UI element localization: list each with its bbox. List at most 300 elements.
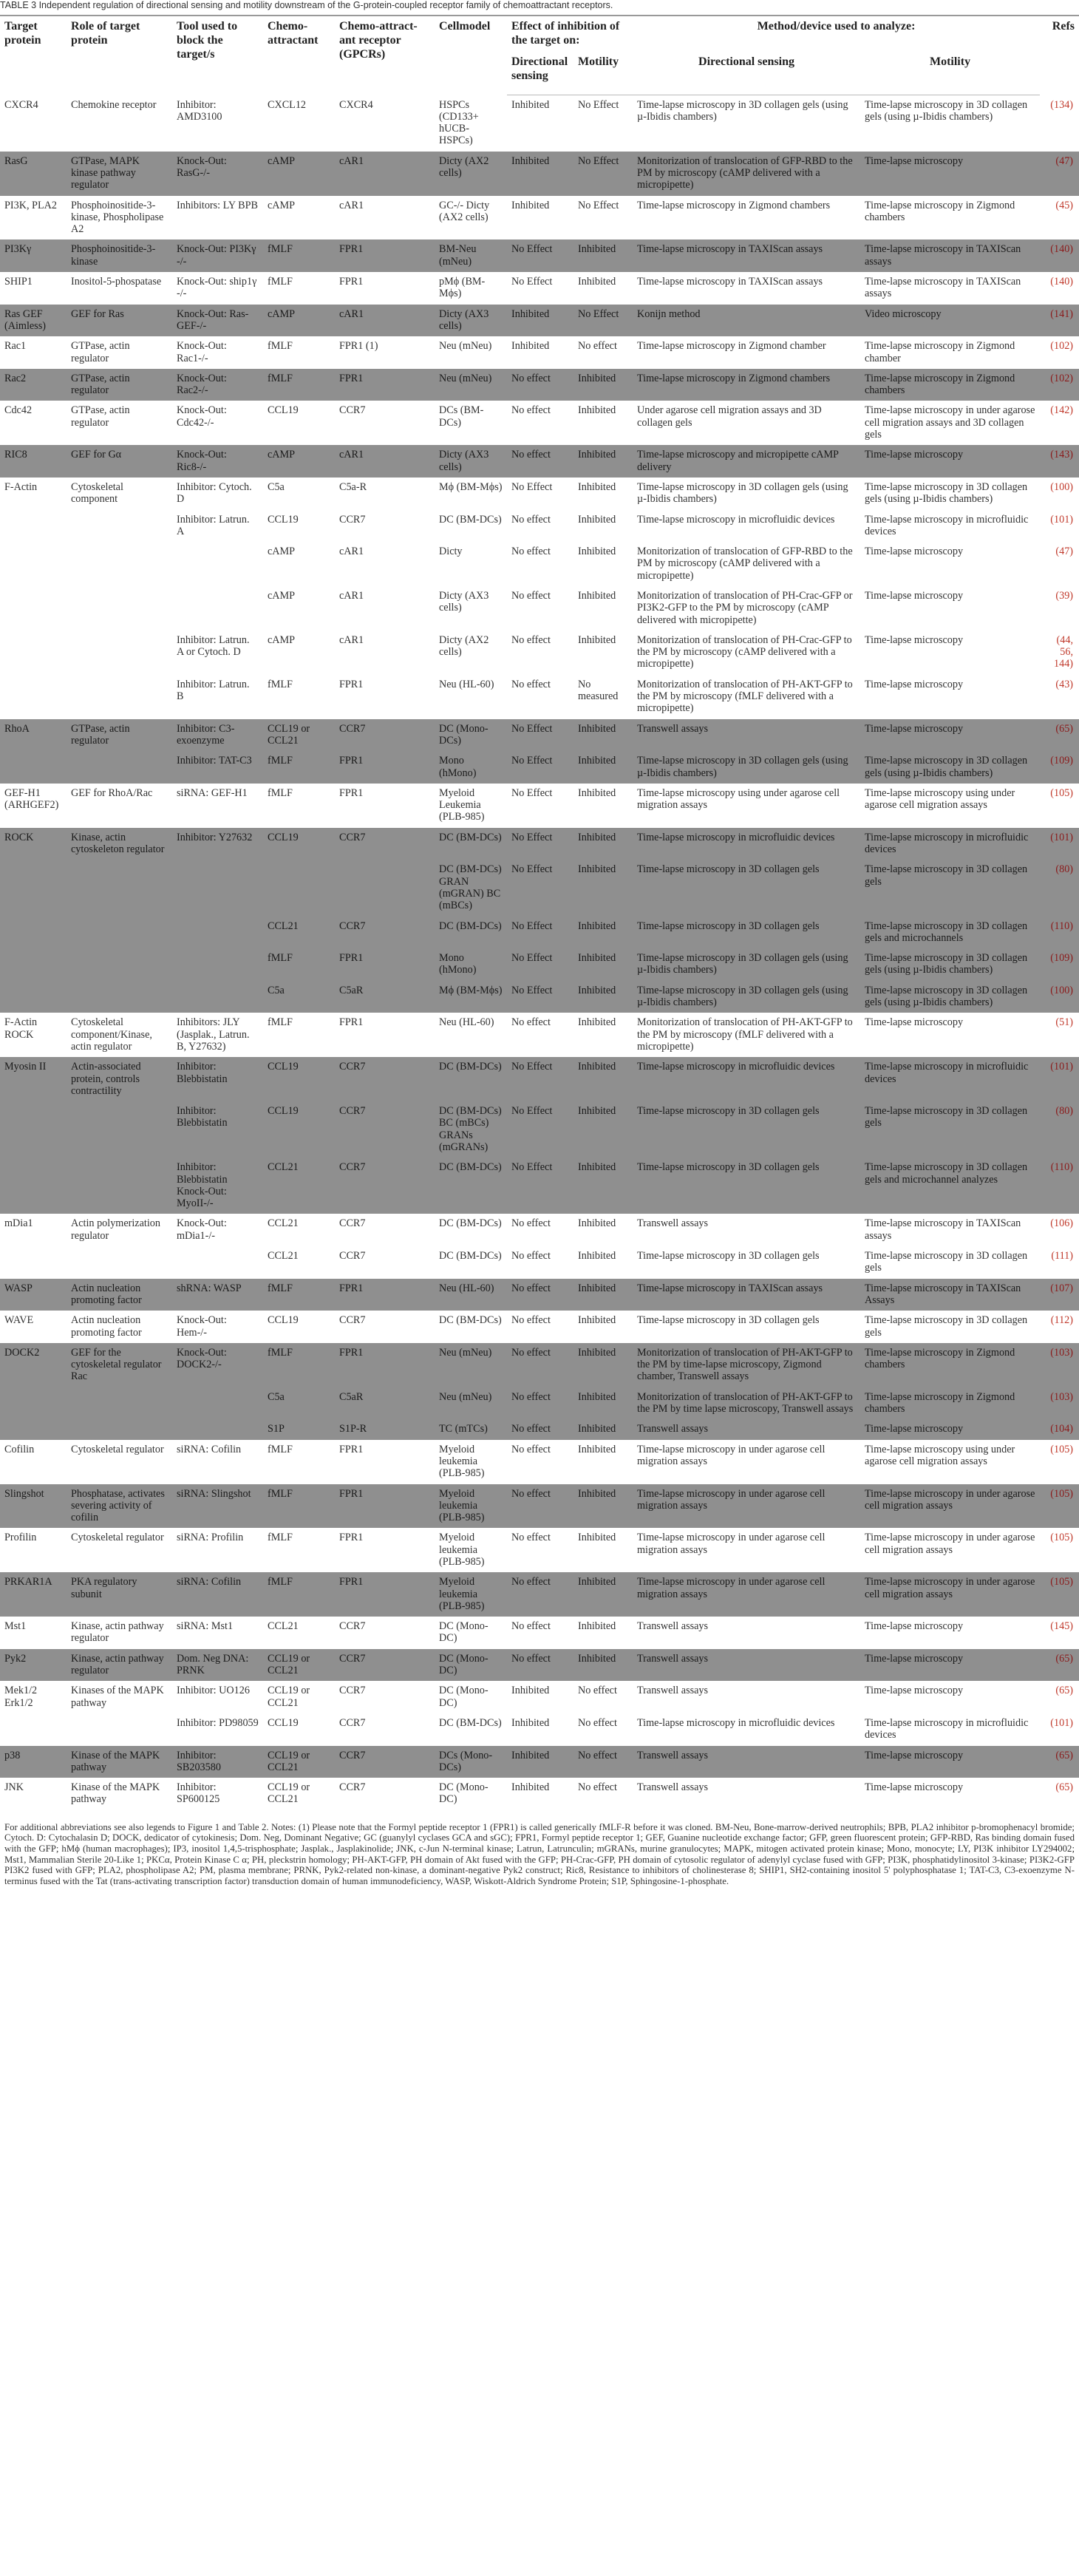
method-directional-cell: Time-lapse microscopy in 3D collagen gels <box>633 1246 860 1279</box>
role-cell: Cytoskeletal component <box>67 478 172 510</box>
table-row <box>0 542 1079 586</box>
table-row <box>0 631 1079 675</box>
effect-directional-cell: No effect <box>507 369 573 401</box>
ref-cell[interactable]: (65) <box>1040 1681 1079 1713</box>
effect-motility-cell: Inhibited <box>573 1440 633 1484</box>
target-cell: Profilin <box>0 1528 67 1572</box>
chemoattractant-cell: fMLF <box>263 948 335 981</box>
effect-directional-cell: No effect <box>507 1484 573 1529</box>
method-motility-cell: Time-lapse microscopy <box>860 152 1040 196</box>
tool-cell: Inhibitors: LY BPB <box>172 196 263 240</box>
table-row <box>0 917 1079 949</box>
target-cell: ROCK <box>0 828 67 860</box>
chemoattractant-cell: cAMP <box>263 631 335 675</box>
target-cell <box>0 917 67 949</box>
table-header <box>0 16 1079 95</box>
chemoattractant-cell: fMLF <box>263 751 335 784</box>
cellmodel-cell: DC (Mono-DCs) <box>435 719 507 752</box>
effect-motility-cell: No Effect <box>573 95 633 152</box>
tool-cell: Inhibitors: JLY (Jasplak., Latrun. B, Y27632) <box>172 1013 263 1057</box>
effect-motility-cell: Inhibited <box>573 917 633 949</box>
tool-cell: shRNA: WASP <box>172 1279 263 1311</box>
role-cell: PKA regulatory subunit <box>67 1572 172 1617</box>
receptor-cell: CCR7 <box>335 1649 435 1682</box>
ref-cell[interactable]: (110) <box>1040 1158 1079 1214</box>
method-motility-cell: Time-lapse microscopy in Zigmond chambers <box>860 1343 1040 1387</box>
tool-cell: Inhibitor: Latrun. A <box>172 510 263 543</box>
receptor-cell: FPR1 <box>335 1440 435 1484</box>
receptor-cell: FPR1 <box>335 675 435 719</box>
method-directional-cell: Transwell assays <box>633 1649 860 1682</box>
effect-motility-cell: Inhibited <box>573 1419 633 1439</box>
receptor-cell: FPR1 <box>335 751 435 784</box>
cellmodel-cell: DCs (BM-DCs) <box>435 401 507 445</box>
ref-cell[interactable]: (102) <box>1040 336 1079 369</box>
table-row <box>0 1101 1079 1158</box>
target-cell: DOCK2 <box>0 1343 67 1387</box>
ref-cell[interactable]: (101) <box>1040 1057 1079 1101</box>
header-chemoattractant: Chemo-attractant <box>263 16 335 95</box>
method-directional-cell: Time-lapse microscopy in under agarose cell migration assays <box>633 1440 860 1484</box>
method-directional-cell: Time-lapse microscopy in 3D collagen gels (using µ-Ibidis chambers) <box>633 751 860 784</box>
cellmodel-cell: Myeloid leukemia (PLB-985) <box>435 1572 507 1617</box>
target-cell: Rac1 <box>0 336 67 369</box>
ref-cell[interactable]: (141) <box>1040 305 1079 337</box>
ref-cell[interactable]: (80) <box>1040 860 1079 916</box>
cellmodel-cell: Myeloid Leukemia (PLB-985) <box>435 784 507 828</box>
chemoattractant-cell: CCL21 <box>263 1617 335 1649</box>
ref-cell[interactable]: (39) <box>1040 586 1079 631</box>
ref-cell[interactable]: (109) <box>1040 751 1079 784</box>
chemoattractant-cell <box>263 860 335 916</box>
ref-cell[interactable]: (105) <box>1040 1572 1079 1617</box>
method-motility-cell: Time-lapse microscopy in microfluidic devices <box>860 1713 1040 1746</box>
tool-cell: Inhibitor: Latrun. B <box>172 675 263 719</box>
effect-directional-cell: No effect <box>507 1013 573 1057</box>
method-directional-cell: Monitorization of translocation of PH-AKT-GFP to the PM by time-lapse microscopy, Zigmond chamber, Transwell assays <box>633 1343 860 1387</box>
target-cell: PRKAR1A <box>0 1572 67 1617</box>
table-row <box>0 1572 1079 1617</box>
cellmodel-cell: Dicty (AX2 cells) <box>435 152 507 196</box>
ref-cell[interactable]: (110) <box>1040 917 1079 949</box>
ref-cell[interactable]: (105) <box>1040 1484 1079 1529</box>
role-cell: Kinase, actin pathway regulator <box>67 1649 172 1682</box>
role-cell: Actin nucleation promoting factor <box>67 1311 172 1343</box>
ref-cell[interactable]: (65) <box>1040 1778 1079 1810</box>
effect-motility-cell: Inhibited <box>573 1057 633 1101</box>
method-motility-cell: Time-lapse microscopy in Zigmond chambers <box>860 196 1040 240</box>
table-row <box>0 981 1079 1013</box>
table-caption: TABLE 3 Independent regulation of directional sensing and motility downstream of the G-protein-coupled receptor family of chemoattractant receptors. <box>0 0 613 10</box>
cellmodel-cell: DC (BM-DCs) <box>435 917 507 949</box>
role-cell: Actin polymerization regulator <box>67 1214 172 1246</box>
effect-directional-cell: No Effect <box>507 860 573 916</box>
target-cell: RhoA <box>0 719 67 752</box>
ref-cell[interactable]: (101) <box>1040 510 1079 543</box>
ref-cell[interactable]: (102) <box>1040 369 1079 401</box>
tool-cell: Inhibitor: Cytoch. D <box>172 478 263 510</box>
chemoattractant-cell: CCL19 or CCL21 <box>263 1746 335 1778</box>
cellmodel-cell: Neu (HL-60) <box>435 675 507 719</box>
chemoattractant-cell: cAMP <box>263 586 335 631</box>
tool-cell <box>172 917 263 949</box>
method-motility-cell: Time-lapse microscopy <box>860 675 1040 719</box>
method-motility-cell: Time-lapse microscopy in 3D collagen gels <box>860 860 1040 916</box>
receptor-cell: FPR1 <box>335 369 435 401</box>
ref-cell[interactable]: (103) <box>1040 1387 1079 1420</box>
target-cell: WASP <box>0 1279 67 1311</box>
ref-cell[interactable]: (140) <box>1040 272 1079 305</box>
ref-cell[interactable]: (111) <box>1040 1246 1079 1279</box>
role-cell <box>67 675 172 719</box>
target-cell <box>0 1158 67 1214</box>
chemoattractant-cell: CCL19 or CCL21 <box>263 719 335 752</box>
cellmodel-cell: Myeloid leukemia (PLB-985) <box>435 1528 507 1572</box>
method-motility-cell: Time-lapse microscopy <box>860 1681 1040 1713</box>
target-cell <box>0 1101 67 1158</box>
method-directional-cell: Monitorization of translocation of PH-AKT-GFP to the PM by microscopy (fMLF delivered with a micropipette) <box>633 675 860 719</box>
tool-cell: Inhibitor: PD98059 <box>172 1713 263 1746</box>
target-cell <box>0 1713 67 1746</box>
ref-cell[interactable]: (65) <box>1040 1746 1079 1778</box>
header-effect-motility: Motility <box>573 50 633 95</box>
effect-directional-cell: No effect <box>507 1246 573 1279</box>
ref-cell[interactable]: (51) <box>1040 1013 1079 1057</box>
effect-motility-cell: Inhibited <box>573 1158 633 1214</box>
ref-cell[interactable]: (101) <box>1040 828 1079 860</box>
tool-cell: Inhibitor: TAT-C3 <box>172 751 263 784</box>
target-cell: p38 <box>0 1746 67 1778</box>
method-directional-cell: Transwell assays <box>633 1617 860 1649</box>
role-cell: Inositol-5-phospatase <box>67 272 172 305</box>
ref-cell[interactable]: (45) <box>1040 196 1079 240</box>
table-row <box>0 369 1079 401</box>
data-table <box>0 15 1079 1810</box>
role-cell: Cytoskeletal regulator <box>67 1528 172 1572</box>
tool-cell: Inhibitor: AMD3100 <box>172 95 263 152</box>
table-row <box>0 1419 1079 1439</box>
cellmodel-cell: Dicty <box>435 542 507 586</box>
effect-directional-cell: No effect <box>507 1419 573 1439</box>
role-cell: GEF for Ras <box>67 305 172 337</box>
cellmodel-cell: HSPCs (CD133+ hUCB-HSPCs) <box>435 95 507 152</box>
method-directional-cell: Time-lapse microscopy in TAXIScan assays <box>633 1279 860 1311</box>
tool-cell: Knock-Out: mDia1-/- <box>172 1214 263 1246</box>
tool-cell <box>172 1246 263 1279</box>
effect-directional-cell: No Effect <box>507 784 573 828</box>
method-directional-cell: Time-lapse microscopy in Zigmond chambers <box>633 369 860 401</box>
ref-cell[interactable]: (143) <box>1040 445 1079 478</box>
effect-motility-cell: Inhibited <box>573 784 633 828</box>
target-cell: PI3Kγ <box>0 239 67 272</box>
method-directional-cell: Monitorization of translocation of GFP-RBD to the PM by microscopy (cAMP delivered with a micropipette) <box>633 542 860 586</box>
chemoattractant-cell: cAMP <box>263 542 335 586</box>
role-cell: Kinases of the MAPK pathway <box>67 1681 172 1713</box>
role-cell <box>67 981 172 1013</box>
role-cell: Chemokine receptor <box>67 95 172 152</box>
tool-cell: siRNA: Slingshot <box>172 1484 263 1529</box>
receptor-cell: CCR7 <box>335 510 435 543</box>
ref-cell[interactable]: (80) <box>1040 1101 1079 1158</box>
header-role: Role of target protein <box>67 16 172 95</box>
ref-cell[interactable]: (106) <box>1040 1214 1079 1246</box>
table-row <box>0 1528 1079 1572</box>
effect-motility-cell: Inhibited <box>573 586 633 631</box>
target-cell: Pyk2 <box>0 1649 67 1682</box>
table-row <box>0 478 1079 510</box>
method-directional-cell: Time-lapse microscopy in TAXIScan assays <box>633 239 860 272</box>
chemoattractant-cell: fMLF <box>263 272 335 305</box>
method-directional-cell: Time-lapse microscopy in 3D collagen gels <box>633 1311 860 1343</box>
receptor-cell: CCR7 <box>335 1617 435 1649</box>
method-motility-cell: Time-lapse microscopy <box>860 631 1040 675</box>
target-cell: Ras GEF (Aimless) <box>0 305 67 337</box>
effect-motility-cell: Inhibited <box>573 828 633 860</box>
target-cell: CXCR4 <box>0 95 67 152</box>
tool-cell: siRNA: GEF-H1 <box>172 784 263 828</box>
table-row <box>0 196 1079 240</box>
effect-directional-cell: No Effect <box>507 239 573 272</box>
table-row <box>0 1484 1079 1529</box>
method-directional-cell: Time-lapse microscopy in 3D collagen gels (using µ-Ibidis chambers) <box>633 981 860 1013</box>
effect-directional-cell: Inhibited <box>507 336 573 369</box>
target-cell: Cdc42 <box>0 401 67 445</box>
cellmodel-cell: Dicty (AX2 cells) <box>435 631 507 675</box>
method-directional-cell: Time-lapse microscopy in 3D collagen gels (using µ-Ibidis chambers) <box>633 95 860 152</box>
role-cell <box>67 1419 172 1439</box>
role-cell: GTPase, actin regulator <box>67 719 172 752</box>
header-target-protein: Target protein <box>0 16 67 95</box>
ref-cell[interactable]: (65) <box>1040 1649 1079 1682</box>
cellmodel-cell: Neu (HL-60) <box>435 1279 507 1311</box>
role-cell <box>67 948 172 981</box>
method-directional-cell: Monitorization of translocation of GFP-RBD to the PM by microscopy (cAMP delivered with a micropipette) <box>633 152 860 196</box>
receptor-cell: CXCR4 <box>335 95 435 152</box>
role-cell: Kinase, actin cytoskeleton regulator <box>67 828 172 860</box>
tool-cell <box>172 1419 263 1439</box>
effect-directional-cell: No effect <box>507 1528 573 1572</box>
ref-cell[interactable]: (65) <box>1040 719 1079 752</box>
ref-cell[interactable]: (47) <box>1040 542 1079 586</box>
method-directional-cell: Time-lapse microscopy and micropipette cAMP delivery <box>633 445 860 478</box>
effect-motility-cell: Inhibited <box>573 1617 633 1649</box>
effect-directional-cell: No effect <box>507 445 573 478</box>
tool-cell <box>172 1387 263 1420</box>
ref-cell[interactable]: (100) <box>1040 981 1079 1013</box>
method-motility-cell: Time-lapse microscopy in TAXIScan assays <box>860 1214 1040 1246</box>
cellmodel-cell: DC (Mono-DC) <box>435 1681 507 1713</box>
role-cell: Phosphoinositide-3-kinase, Phospholipase A2 <box>67 196 172 240</box>
effect-directional-cell: No Effect <box>507 981 573 1013</box>
chemoattractant-cell: CCL21 <box>263 1246 335 1279</box>
ref-cell[interactable]: (105) <box>1040 1528 1079 1572</box>
ref-cell[interactable]: (105) <box>1040 1440 1079 1484</box>
effect-motility-cell: Inhibited <box>573 1214 633 1246</box>
ref-cell[interactable]: (105) <box>1040 784 1079 828</box>
tool-cell: siRNA: Cofilin <box>172 1572 263 1617</box>
method-motility-cell: Time-lapse microscopy in under agarose cell migration assays <box>860 1528 1040 1572</box>
effect-motility-cell: Inhibited <box>573 1387 633 1420</box>
role-cell <box>67 860 172 916</box>
tool-cell: siRNA: Mst1 <box>172 1617 263 1649</box>
table-row <box>0 1246 1079 1279</box>
tool-cell: Dom. Neg DNA: PRNK <box>172 1649 263 1682</box>
method-motility-cell: Time-lapse microscopy in under agarose cell migration assays <box>860 1484 1040 1529</box>
chemoattractant-cell: C5a <box>263 478 335 510</box>
method-directional-cell: Time-lapse microscopy in 3D collagen gels <box>633 1158 860 1214</box>
cellmodel-cell: DC (BM-DCs) <box>435 1158 507 1214</box>
table-row <box>0 828 1079 860</box>
effect-directional-cell: No effect <box>507 1649 573 1682</box>
receptor-cell: FPR1 <box>335 239 435 272</box>
target-cell <box>0 1246 67 1279</box>
method-directional-cell: Time-lapse microscopy in under agarose cell migration assays <box>633 1572 860 1617</box>
table-row <box>0 784 1079 828</box>
method-motility-cell: Time-lapse microscopy in TAXIScan assays <box>860 239 1040 272</box>
method-motility-cell: Time-lapse microscopy in microfluidic devices <box>860 510 1040 543</box>
ref-cell[interactable]: (142) <box>1040 401 1079 445</box>
ref-cell[interactable]: (109) <box>1040 948 1079 981</box>
tool-cell: Knock-Out: Rac1-/- <box>172 336 263 369</box>
role-cell <box>67 542 172 586</box>
table-row <box>0 336 1079 369</box>
tool-cell: Inhibitor: Blebbistatin <box>172 1101 263 1158</box>
ref-cell[interactable]: (145) <box>1040 1617 1079 1649</box>
role-cell <box>67 586 172 631</box>
target-cell: Mek1/2 Erk1/2 <box>0 1681 67 1713</box>
method-directional-cell: Under agarose cell migration assays and 3D collagen gels <box>633 401 860 445</box>
ref-cell[interactable]: (47) <box>1040 152 1079 196</box>
effect-motility-cell: No effect <box>573 1746 633 1778</box>
receptor-cell: FPR1 <box>335 1572 435 1617</box>
method-motility-cell: Time-lapse microscopy <box>860 1649 1040 1682</box>
effect-directional-cell: Inhibited <box>507 305 573 337</box>
receptor-cell: cAR1 <box>335 586 435 631</box>
ref-cell[interactable]: (44, 56, 144) <box>1040 631 1079 675</box>
effect-motility-cell: Inhibited <box>573 1101 633 1158</box>
receptor-cell: FPR1 <box>335 948 435 981</box>
ref-cell[interactable]: (104) <box>1040 1419 1079 1439</box>
method-directional-cell: Time-lapse microscopy in microfluidic devices <box>633 510 860 543</box>
receptor-cell: CCR7 <box>335 1101 435 1158</box>
receptor-cell: FPR1 <box>335 272 435 305</box>
role-cell <box>67 631 172 675</box>
target-cell: WAVE <box>0 1311 67 1343</box>
cellmodel-cell: Neu (mNeu) <box>435 1387 507 1420</box>
table-row <box>0 1343 1079 1387</box>
method-motility-cell: Time-lapse microscopy <box>860 1013 1040 1057</box>
chemoattractant-cell: CCL19 <box>263 1311 335 1343</box>
table-row <box>0 1387 1079 1420</box>
method-motility-cell: Time-lapse microscopy using under agarose cell migration assays <box>860 784 1040 828</box>
header-refs: Refs <box>1040 16 1079 95</box>
cellmodel-cell: DC (BM-DCs) <box>435 828 507 860</box>
table-body <box>0 95 1079 1810</box>
cellmodel-cell: Mϕ (BM-Mϕs) <box>435 981 507 1013</box>
table-row <box>0 272 1079 305</box>
table-row <box>0 152 1079 196</box>
effect-directional-cell: No effect <box>507 542 573 586</box>
chemoattractant-cell: fMLF <box>263 1528 335 1572</box>
method-motility-cell: Time-lapse microscopy in 3D collagen gels (using µ-Ibidis chambers) <box>860 981 1040 1013</box>
cellmodel-cell: Myeloid leukemia (PLB-985) <box>435 1440 507 1484</box>
target-cell <box>0 751 67 784</box>
ref-cell[interactable]: (101) <box>1040 1713 1079 1746</box>
receptor-cell: CCR7 <box>335 1713 435 1746</box>
tool-cell <box>172 542 263 586</box>
chemoattractant-cell: CCL19 or CCL21 <box>263 1681 335 1713</box>
receptor-cell: CCR7 <box>335 828 435 860</box>
effect-directional-cell: No effect <box>507 586 573 631</box>
header-method-group: Method/device used to analyze: <box>633 16 1040 50</box>
receptor-cell: FPR1 <box>335 1528 435 1572</box>
role-cell: Kinase of the MAPK pathway <box>67 1778 172 1810</box>
header-effect-directional: Directional sensing <box>507 50 573 95</box>
effect-directional-cell: No effect <box>507 631 573 675</box>
receptor-cell: C5a-R <box>335 478 435 510</box>
table-row <box>0 305 1079 337</box>
cellmodel-cell: DC (BM-DCs) <box>435 510 507 543</box>
method-directional-cell: Transwell assays <box>633 1778 860 1810</box>
effect-directional-cell: Inhibited <box>507 152 573 196</box>
ref-cell[interactable]: (100) <box>1040 478 1079 510</box>
effect-motility-cell: Inhibited <box>573 1484 633 1529</box>
effect-motility-cell: Inhibited <box>573 751 633 784</box>
effect-motility-cell: Inhibited <box>573 445 633 478</box>
receptor-cell: CCR7 <box>335 1214 435 1246</box>
chemoattractant-cell: CCL19 or CCL21 <box>263 1778 335 1810</box>
tool-cell: Knock-Out: DOCK2-/- <box>172 1343 263 1387</box>
target-cell <box>0 631 67 675</box>
cellmodel-cell: DC (Mono-DC) <box>435 1778 507 1810</box>
effect-directional-cell: No effect <box>507 1214 573 1246</box>
effect-motility-cell: Inhibited <box>573 1528 633 1572</box>
ref-cell[interactable]: (107) <box>1040 1279 1079 1311</box>
target-cell: RIC8 <box>0 445 67 478</box>
method-directional-cell: Time-lapse microscopy in 3D collagen gels (using µ-Ibidis chambers) <box>633 478 860 510</box>
role-cell <box>67 510 172 543</box>
ref-cell[interactable]: (134) <box>1040 95 1079 152</box>
ref-cell[interactable]: (112) <box>1040 1311 1079 1343</box>
chemoattractant-cell: fMLF <box>263 336 335 369</box>
target-cell: F-Actin <box>0 478 67 510</box>
method-motility-cell: Time-lapse microscopy in 3D collagen gels and microchannel analyzes <box>860 1158 1040 1214</box>
receptor-cell: FPR1 (1) <box>335 336 435 369</box>
chemoattractant-cell: cAMP <box>263 305 335 337</box>
effect-motility-cell: No Effect <box>573 305 633 337</box>
target-cell: PI3K, PLA2 <box>0 196 67 240</box>
target-cell <box>0 860 67 916</box>
cellmodel-cell: Dicty (AX3 cells) <box>435 445 507 478</box>
tool-cell: siRNA: Profilin <box>172 1528 263 1572</box>
target-cell: Mst1 <box>0 1617 67 1649</box>
table-row <box>0 675 1079 719</box>
effect-directional-cell: No Effect <box>507 751 573 784</box>
chemoattractant-cell: CCL19 <box>263 1713 335 1746</box>
ref-cell[interactable]: (140) <box>1040 239 1079 272</box>
ref-cell[interactable]: (43) <box>1040 675 1079 719</box>
receptor-cell: cAR1 <box>335 445 435 478</box>
table-row <box>0 510 1079 543</box>
chemoattractant-cell: CCL19 <box>263 401 335 445</box>
target-cell: mDia1 <box>0 1214 67 1246</box>
table-row <box>0 1311 1079 1343</box>
table-row <box>0 751 1079 784</box>
method-directional-cell: Monitorization of translocation of PH-Crac-GFP or PI3K2-GFP to the PM by microscopy (cAMP delivered with micropipette) <box>633 586 860 631</box>
ref-cell[interactable]: (103) <box>1040 1343 1079 1387</box>
effect-motility-cell: No Effect <box>573 152 633 196</box>
effect-directional-cell: No Effect <box>507 719 573 752</box>
